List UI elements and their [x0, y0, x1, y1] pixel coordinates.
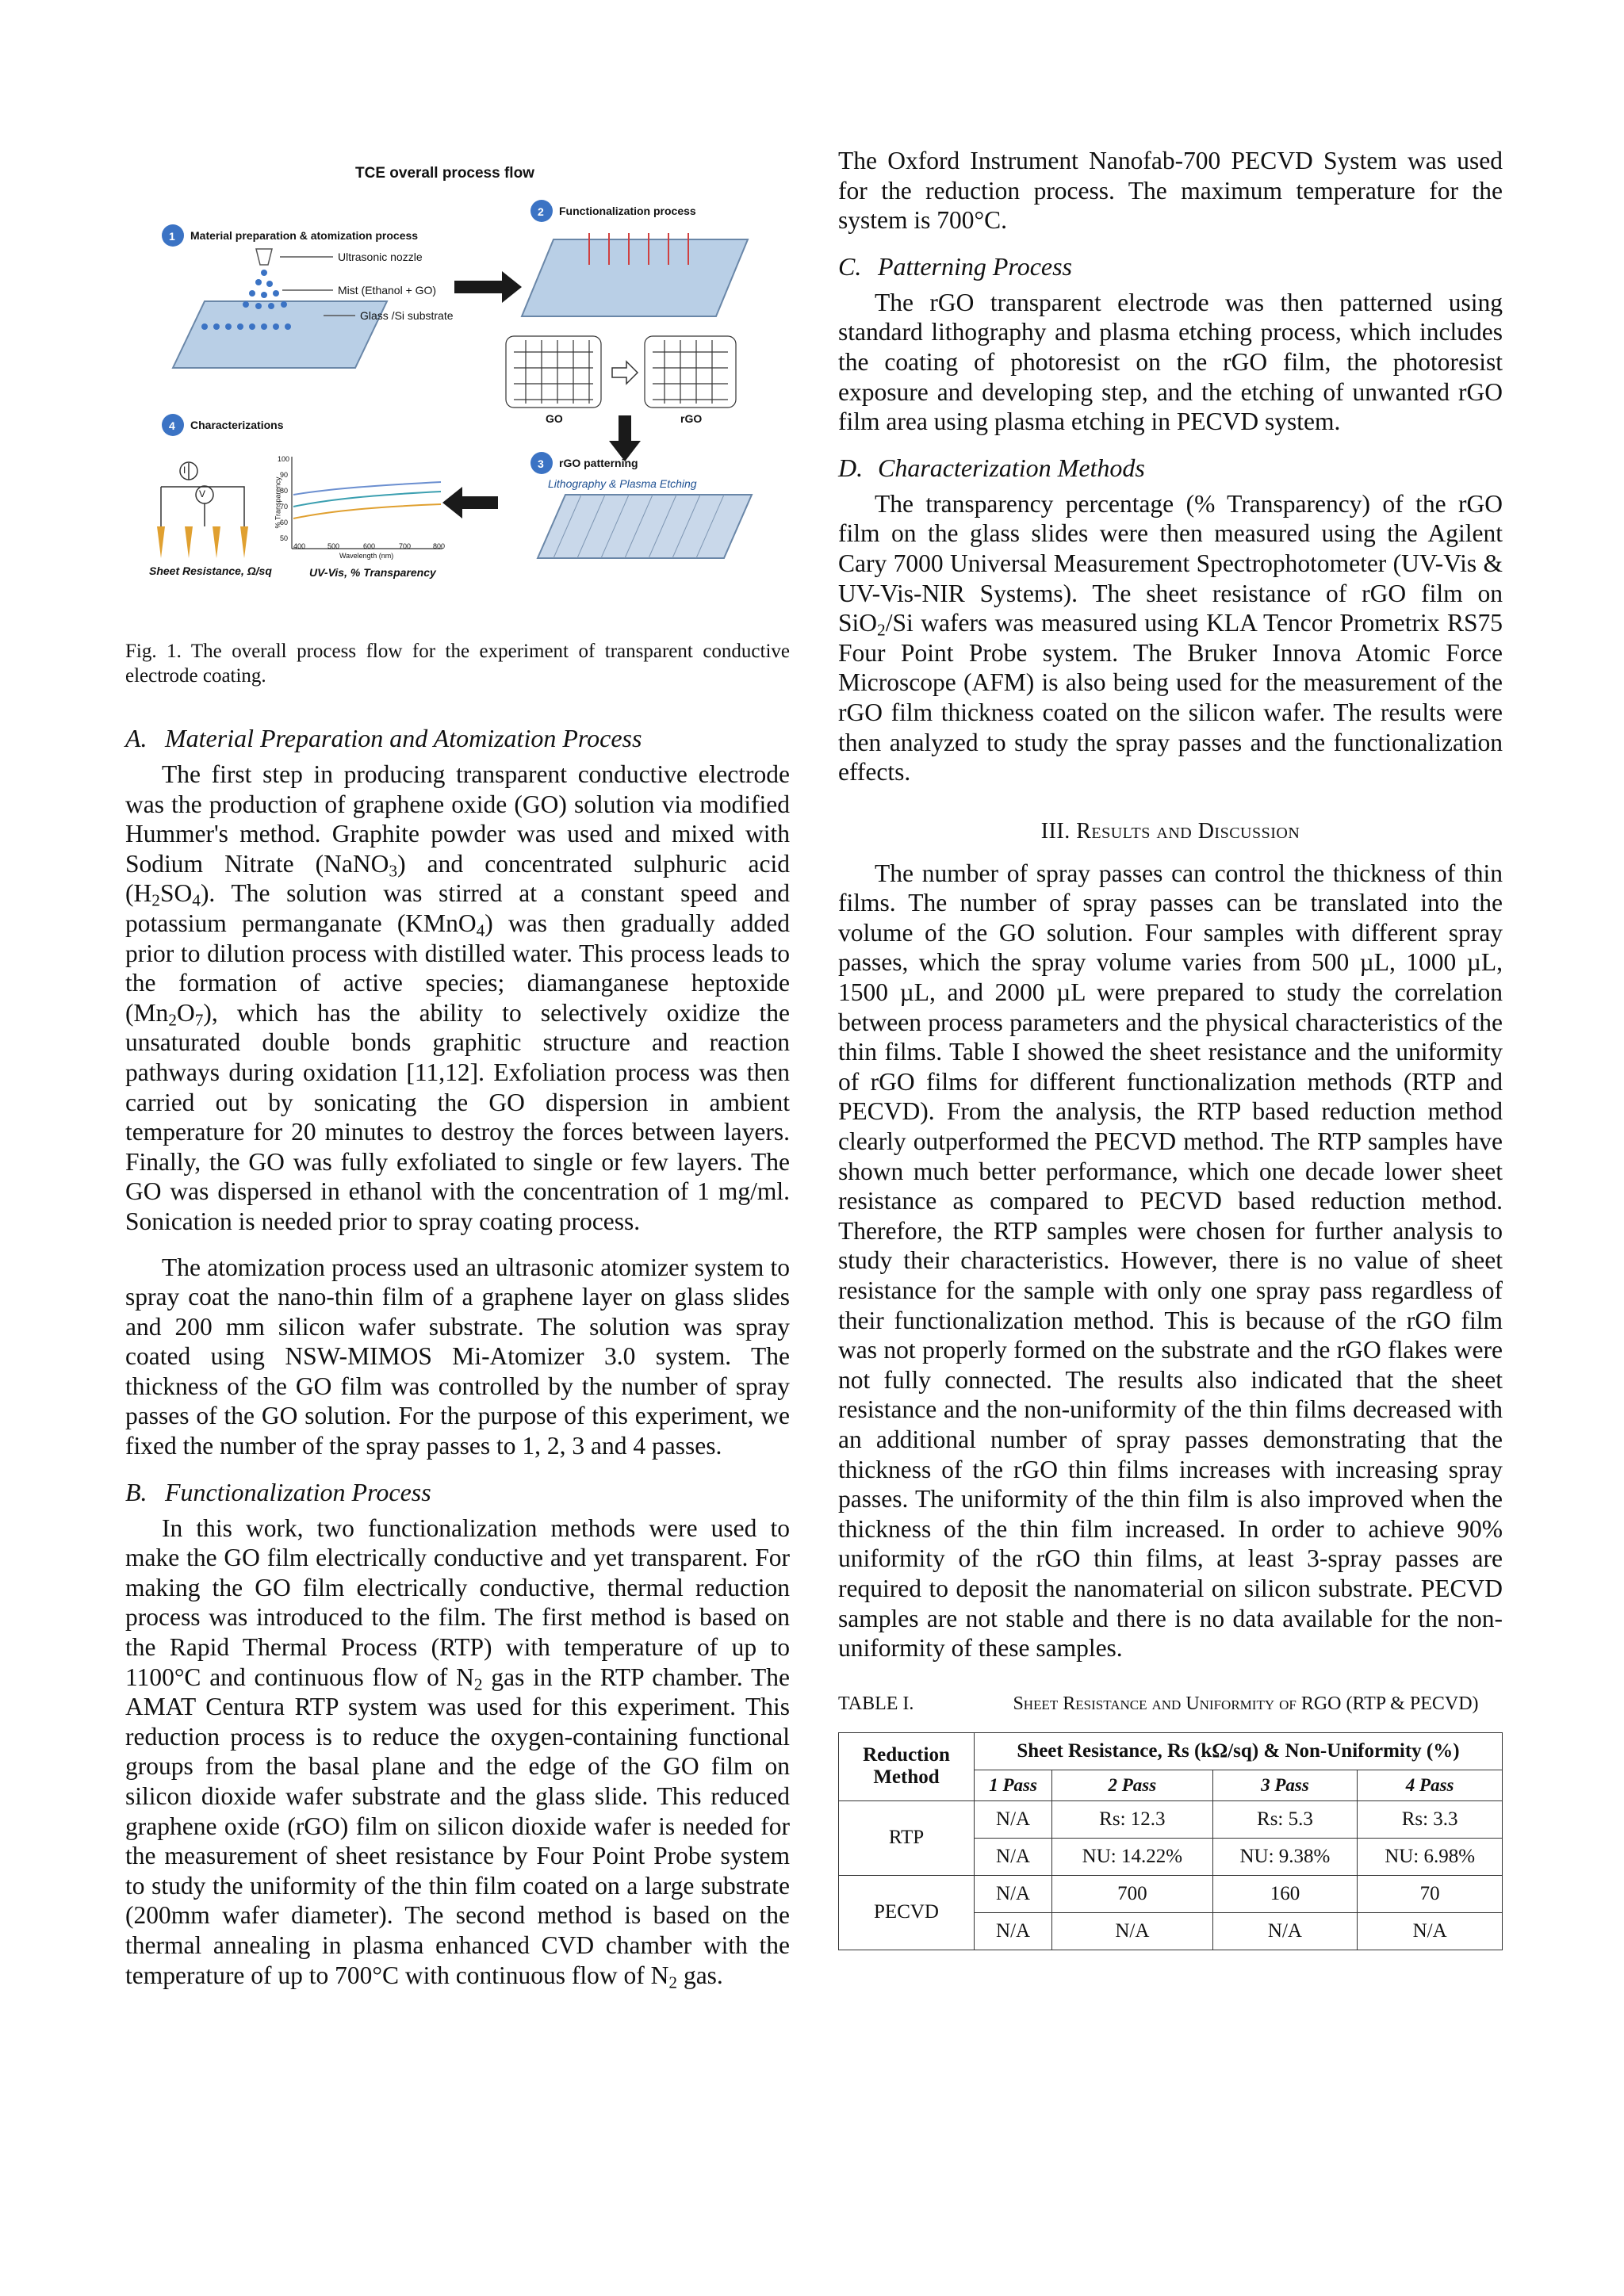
- text-run: The transparency percentage (% Transparency) of the rGO film on the glass slides were then measured using the Agilent Cary 7000 Universal Measurement Spectrophotometer (UV-Vis & UV-Vis-NIR Systems). The sheet resistance of rGO film on SiO: [838, 489, 1503, 637]
- step-1-number: 1: [169, 230, 175, 243]
- paragraph-results: The number of spray passes can control the thickness of thin films. The number of spray passes can be translated into the volume of the GO solution. Four samples with different spray passes, which the spray volume varies from 500 µL, 1000 µL, 1500 µL, and 2000 µL were prepared to study the correlation between process parameters and the physical characteristics of the thin films. Table I showed the sheet resistance and the uniformity of rGO films for different functionalization methods (RTP and PECVD). From the analysis, the RTP based reduction method clearly outperformed the PECVD method. The RTP samples have shown much better performance, which one decade lower sheet resistance as compared to PECVD based reduction method. Therefore, the RTP samples were chosen for further analysis to study their characteristics. However, there is no value of sheet resistance for the sample with only one spray pass regardless of their functionalization method. This is because of the rGO film was not properly formed on the substrate and the rGO flakes were not fully connected. The results also indicated that the sheet resistance and the non-uniformity of the thin films decreased with an additional number of spray passes demonstrating that the thickness of the rGO thin films increases with increasing spray passes. The uniformity of the thin film is also improved when the thickness of the thin film increased. In order to achieve 90% uniformity of the rGO thin films, at least 3-spray passes are required to deposit the nanomaterial on silicon substrate. PECVD samples are not stable and there is no data available for the non-uniformity of these samples.: [838, 859, 1503, 1663]
- results-table: [838, 1732, 1503, 1950]
- pass-header: 3 Pass: [1212, 1770, 1358, 1800]
- xtick: 800: [433, 542, 446, 550]
- ytick: 90: [280, 471, 289, 479]
- table-cell: N/A: [975, 1800, 1052, 1838]
- table-cell: N/A: [1052, 1912, 1213, 1950]
- header-method: Reduction Method: [839, 1732, 975, 1800]
- uvvis-xaxis-label: Wavelength (nm): [339, 552, 394, 560]
- subscript: 2: [151, 890, 160, 910]
- litho-label: Lithography & Plasma Etching: [548, 477, 697, 490]
- rgo-label: rGO: [680, 412, 703, 425]
- glass-substrate-2: [522, 239, 748, 316]
- ytick: 100: [278, 455, 290, 463]
- method-cell-pecvd: PECVD: [839, 1875, 975, 1950]
- uvvis-label: UV-Vis, % Transparency: [309, 566, 436, 579]
- table-cell: 160: [1212, 1875, 1358, 1912]
- text-run: gas.: [677, 1961, 723, 1989]
- subscript: 4: [192, 890, 201, 910]
- table-cell: NU: 6.98%: [1358, 1838, 1503, 1875]
- text-run: O: [176, 998, 195, 1027]
- section-label: C.: [838, 251, 862, 281]
- subscript: 2: [668, 1972, 678, 1992]
- xtick: 700: [399, 542, 412, 550]
- step-3-number: 3: [538, 457, 544, 470]
- nozzle-label: Ultrasonic nozzle: [338, 251, 423, 263]
- table-cell: 700: [1052, 1875, 1213, 1912]
- table-cell: Rs: 3.3: [1358, 1800, 1503, 1838]
- substrate-label: Glass /Si substrate: [360, 309, 454, 322]
- table-row: [839, 1875, 1503, 1912]
- right-column: [838, 146, 1503, 1950]
- table-cell: Rs: 5.3: [1212, 1800, 1358, 1838]
- process-flow-figure: [125, 146, 790, 590]
- paragraph-d: [838, 489, 1503, 787]
- section-b-heading: [125, 1477, 790, 1507]
- section-label: D.: [838, 453, 864, 482]
- paragraph-a2: The atomization process used an ultrasonic atomizer system to spray coat the nano-thin film of a graphene layer on glass slides and 200 mm silicon wafer substrate. The solution was spray coated using NSW-MIMOS Mi-Atomizer 3.0 system. The thickness of the GO film was controlled by the number of spray passes of the GO solution. For the purpose of this experiment, we fixed the number of the spray passes to 1, 2, 3 and 4 passes.: [125, 1253, 790, 1460]
- table-cell: N/A: [975, 1912, 1052, 1950]
- subscript: 7: [194, 1010, 204, 1030]
- section-c-heading: [838, 251, 1503, 281]
- paragraph-b1: [125, 1513, 790, 1991]
- figure-caption: Fig. 1. The overall process flow for the experiment of transparent conductive electrode coating.: [125, 641, 790, 687]
- ytick: 70: [280, 503, 289, 511]
- step-2-number: 2: [538, 205, 544, 218]
- ytick: 60: [280, 519, 289, 526]
- subscript: 2: [877, 620, 886, 640]
- section-title: Material Preparation and Atomization Process: [165, 724, 642, 752]
- text-run: /Si wafers was measured using KLA Tencor Prometrix RS75 Four Point Probe system. The Bruker Innova Atomic Force Microscope (AFM) is also being used for the measurement of the rGO film thickness coated on the silicon wafer. The results were then analyzed to study the spray passes and the functionalization effects.: [838, 609, 1503, 786]
- table-cell: NU: 9.38%: [1212, 1838, 1358, 1875]
- table-cell: Rs: 12.3: [1052, 1800, 1213, 1838]
- text-run: ). The solution was stirred at a constant speed and potassium permanganate (KMnO: [125, 879, 790, 937]
- section-title: Characterization Methods: [878, 453, 1145, 482]
- section-title: Functionalization Process: [165, 1477, 431, 1506]
- text-run: ), which has the ability to selectively oxidize the unsaturated double bonds graphitic structure and reaction pathways during oxidation [11,12]. Exfoliation process was then carried out by sonicating the GO dispersion in ambient temperature for 20 minutes to destroy the forces between layers. Finally, the GO was fully exfoliated to single or few layers. The GO was dispersed in ethanol with the concentration of 1 mg/ml. Sonication is needed prior to spray coating process.: [125, 998, 790, 1235]
- subscript: 3: [389, 861, 398, 881]
- flow-arrow-down: [609, 415, 641, 461]
- pass-header: 1 Pass: [975, 1770, 1052, 1800]
- step-1-label: Material preparation & atomization process: [190, 229, 419, 242]
- step-4-label: Characterizations: [190, 419, 284, 431]
- text-run: The first step in producing transparent conductive electrode was the production of graphene oxide (GO) solution via modified Hummer's method. Graphite powder was used and mixed with Sodium Nitrate (NaNO: [125, 760, 790, 878]
- subscript: 4: [476, 920, 485, 940]
- method-cell-rtp: RTP: [839, 1800, 975, 1875]
- header-group: Sheet Resistance, Rs (kΩ/sq) & Non-Uniformity (%): [975, 1732, 1503, 1770]
- text-run: gas in the RTP chamber. The AMAT Centura RTP system was used for this experiment. This reduction process is to reduce the oxygen-containing functional groups from the basal plane and the edge of the GO film on silicon dioxide wafer substrate and the glass slide. This reduced graphene oxide (rGO) film on silicon dioxide wafer is needed for the measurement of sheet resistance by Four Point Probe system to study the uniformity of the thin film coated on a large substrate (200mm wafer diameter). The second method is based on the thermal annealing in plasma enhanced CVD chamber with the temperature of up to 700°C with continuous flow of N: [125, 1663, 791, 1989]
- four-point-probe: [157, 462, 248, 558]
- table-cell: N/A: [975, 1838, 1052, 1875]
- table-number: TABLE I.: [838, 1693, 914, 1714]
- rgo-lattice: [645, 336, 736, 408]
- ultrasonic-nozzle: [256, 249, 272, 265]
- step-3-label: rGO patterning: [559, 457, 638, 469]
- sheet-resistance-label: Sheet Resistance, Ω/sq: [149, 564, 272, 577]
- pass-header: 4 Pass: [1358, 1770, 1503, 1800]
- go-label: GO: [546, 412, 563, 425]
- table-cell: 70: [1358, 1875, 1503, 1912]
- uvvis-chart: [292, 457, 442, 549]
- text-run: ) was then gradually added prior to dilution process with distilled water. This process leads to the formation of active species; diamanganese heptoxide (Mn: [125, 909, 790, 1027]
- paragraph-a1: [125, 760, 790, 1237]
- step-4-number: 4: [169, 419, 175, 432]
- glass-substrate-1: [173, 301, 387, 368]
- paragraph-c: The rGO transparent electrode was then patterned using standard lithography and plasma etching process, which includes the coating of photoresist on the rGO film, the photoresist exposure and developing step, and the etching of unwanted rGO film area using plasma etching in PECVD system.: [838, 288, 1503, 436]
- xtick: 500: [327, 542, 340, 550]
- section-label: A.: [125, 724, 147, 752]
- subscript: 2: [473, 1674, 483, 1693]
- section-title: Patterning Process: [878, 251, 1072, 281]
- go-to-rgo-arrow: [612, 362, 638, 384]
- section-a-heading: [125, 723, 790, 753]
- subscript: 2: [168, 1010, 177, 1030]
- section-3-heading: III. Results and Discussion: [1040, 818, 1300, 844]
- figure-title: TCE overall process flow: [355, 165, 534, 182]
- xtick: 600: [363, 542, 376, 550]
- text-run: In this work, two functionalization methods were used to make the GO film electrically conductive and yet transparent. For making the GO film electrically conductive, thermal reduction process was introduced to the film. The first method is based on the Rapid Thermal Process (RTP) with temperature of up to 1100°C and continuous flow of N: [125, 1513, 790, 1691]
- xtick: 400: [293, 542, 306, 550]
- paragraph-continued: The Oxford Instrument Nanofab-700 PECVD System was used for the reduction process. The maximum temperature for the system is 700°C.: [838, 147, 1503, 235]
- meter-i-label: I: [183, 465, 186, 476]
- pass-header: 2 Pass: [1052, 1770, 1213, 1800]
- ytick: 80: [280, 487, 289, 495]
- mist-label: Mist (Ethanol + GO): [338, 284, 437, 297]
- text-run: ) and concentrated sulphuric acid (H: [125, 849, 790, 908]
- meter-v-label: V: [199, 488, 206, 499]
- table-cell: N/A: [1358, 1912, 1503, 1950]
- table-cell: N/A: [975, 1875, 1052, 1912]
- section-d-heading: [838, 453, 1503, 483]
- table-title: Sheet Resistance and Uniformity of RGO (RTP & PECVD): [1013, 1693, 1479, 1714]
- flow-arrow-left: [442, 487, 498, 519]
- table-row: [839, 1800, 1503, 1838]
- table-cell: NU: 14.22%: [1052, 1838, 1213, 1875]
- ytick: 50: [280, 534, 289, 542]
- uvvis-yaxis-label: % Transparency: [274, 476, 282, 529]
- go-lattice: [506, 336, 601, 408]
- text-run: SO: [159, 879, 193, 908]
- table-caption: [838, 1693, 1503, 1715]
- table-cell: N/A: [1212, 1912, 1358, 1950]
- section-label: B.: [125, 1477, 147, 1506]
- flow-arrow-right: [454, 271, 522, 303]
- step-2-label: Functionalization process: [559, 205, 696, 217]
